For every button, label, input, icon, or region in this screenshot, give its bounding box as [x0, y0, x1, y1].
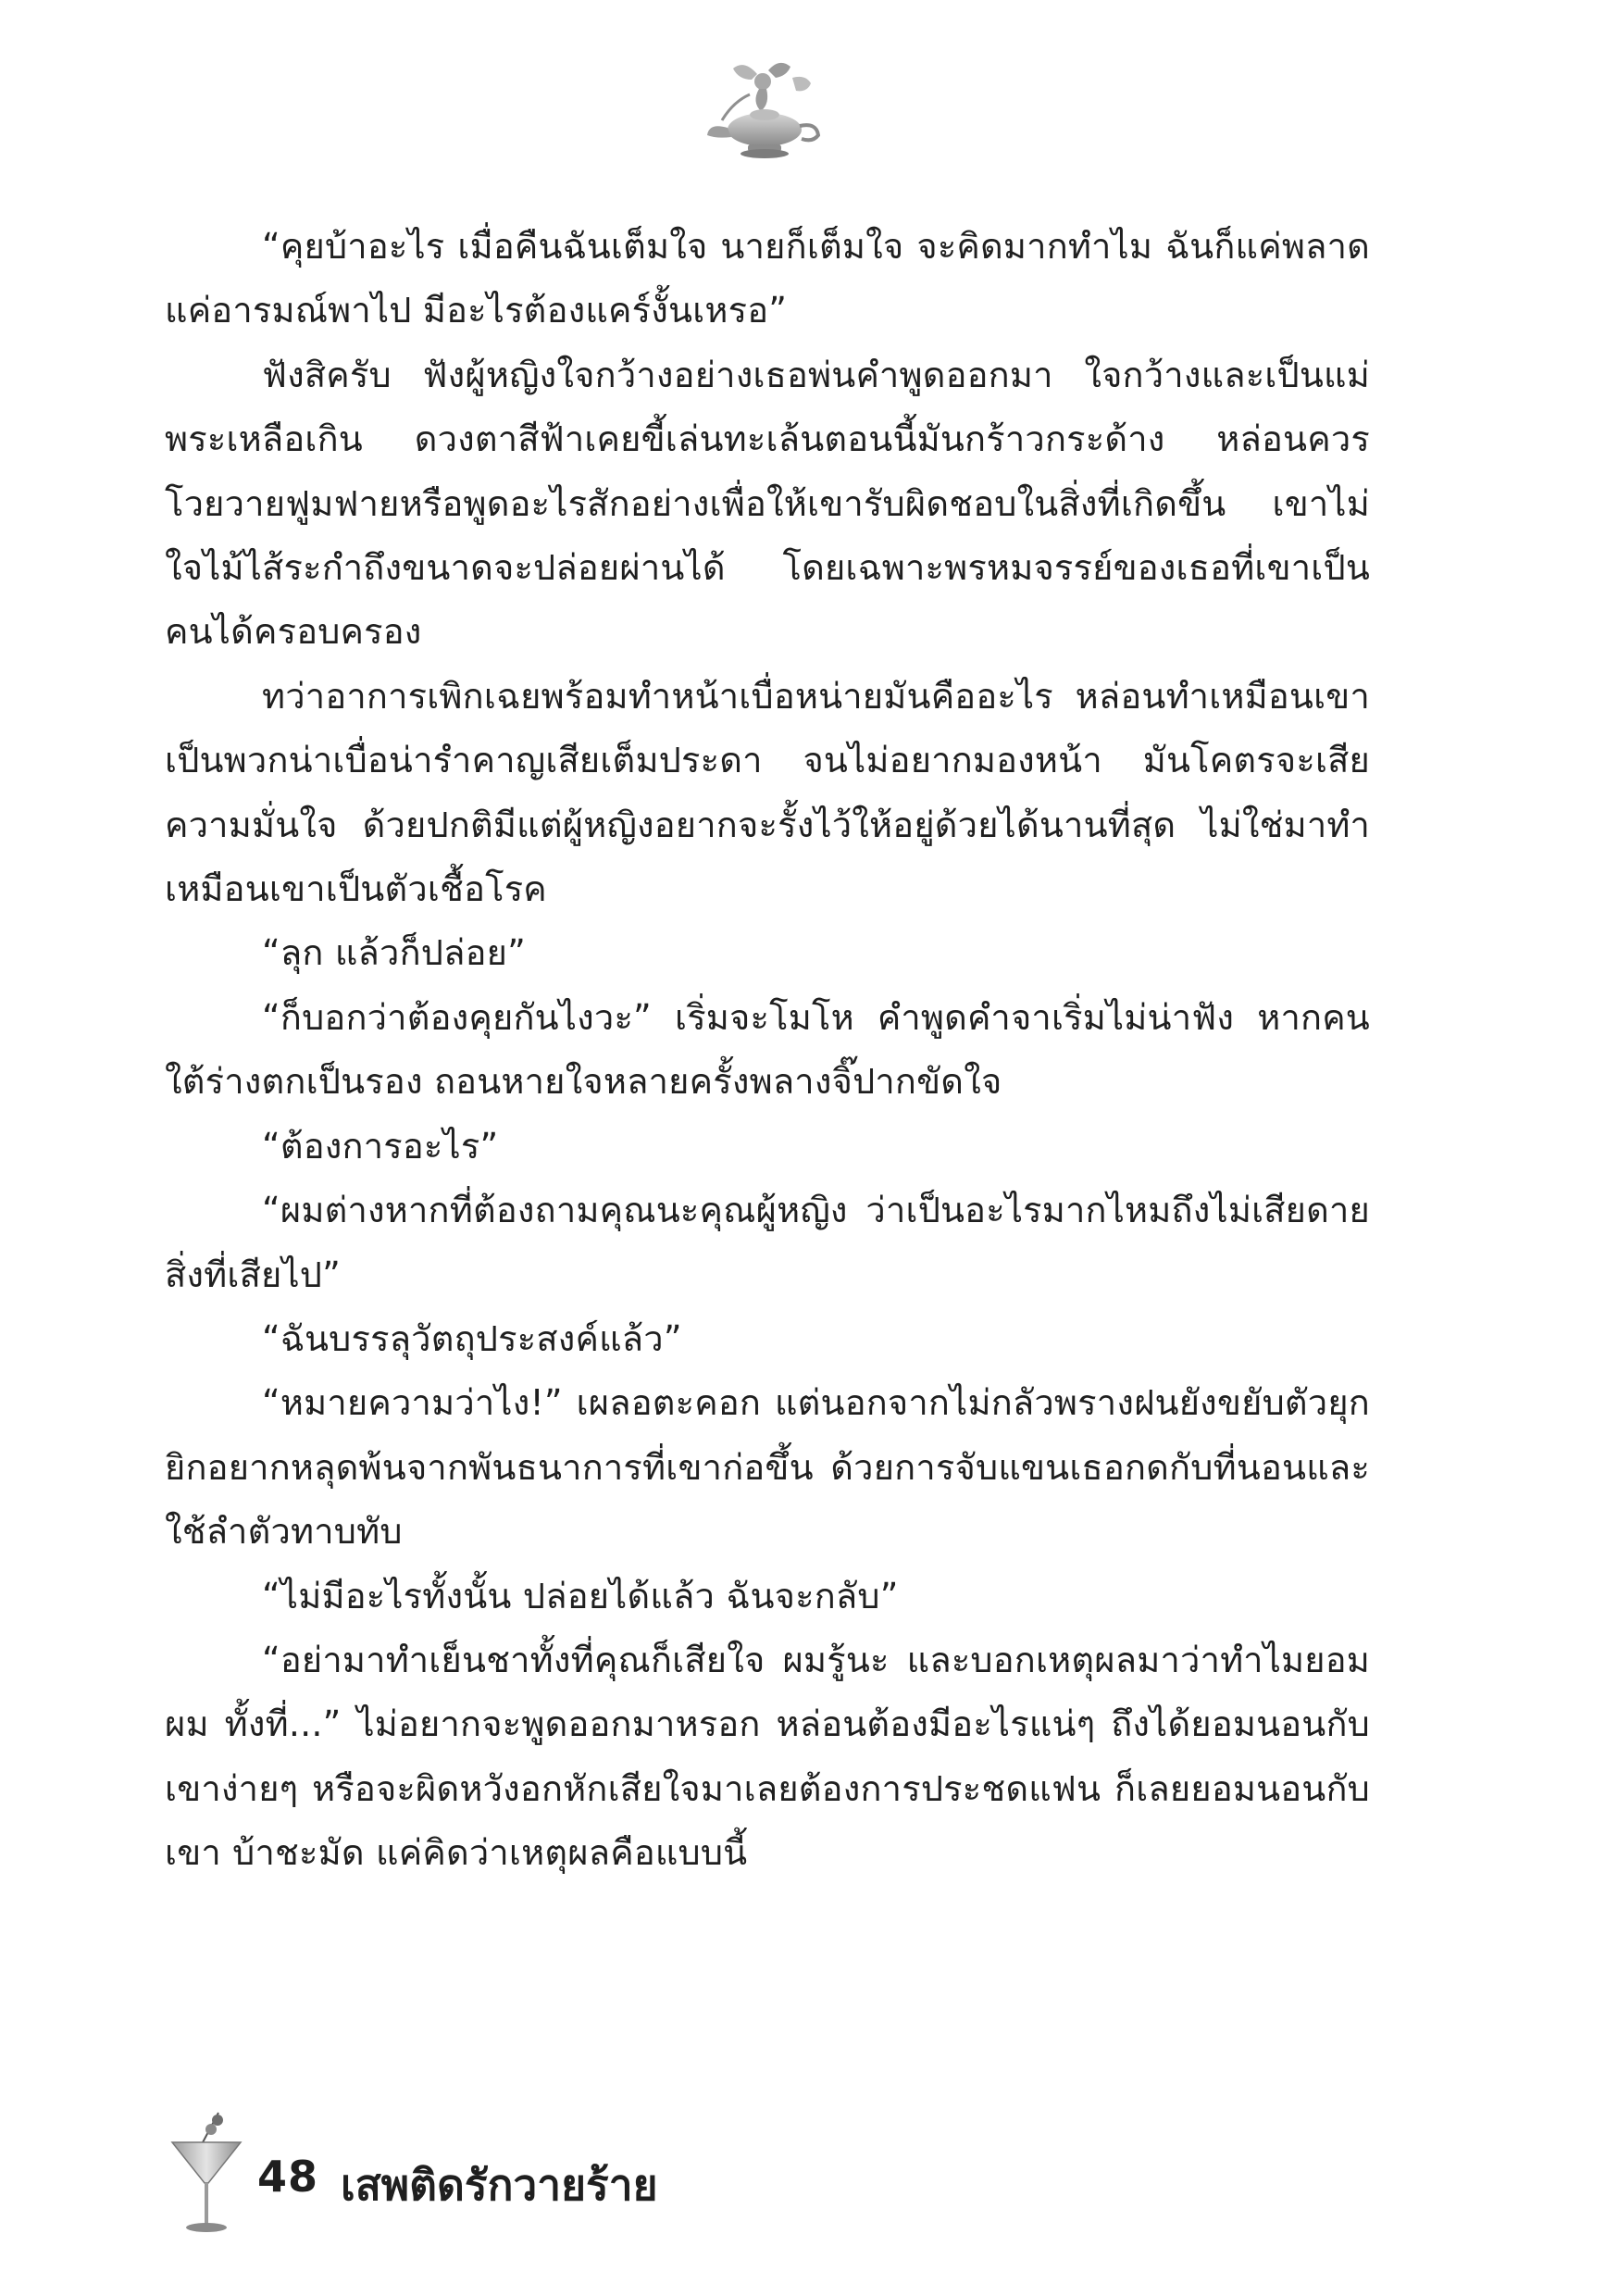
- paragraph: ทว่าอาการเพิกเฉยพร้อมทำหน้าเบื่อหน่ายมันคืออะไร หล่อนทำเหมือนเขาเป็นพวกน่าเบื่อน่ารำคาญเสียเต็มประดา จนไม่อยากมองหน้า มันโคตรจะเสียความมั่นใจ ด้วยปกติมีแต่ผู้หญิงอยากจะรั้งไว้ให้อยู่ด้วยได้นานที่สุด ไม่ใช่มาทำเหมือนเขาเป็นตัวเชื้อโรค: [165, 675, 1370, 910]
- paragraph: “อย่ามาทำเย็นชาทั้งที่คุณก็เสียใจ ผมรู้นะ และบอกเหตุผลมาว่าทำไมยอมผม ทั้งที่...” ไม่อยากจะพูดออกมาหรอก หล่อนต้องมีอะไรแน่ๆ ถึงได้ยอมนอนกับเขาง่ายๆ หรือจะผิดหวังอกหักเสียใจมาเลยต้องการประชดแฟน ก็เลยยอมนอนกับเขา บ้าชะมัด แค่คิดว่าเหตุผลคือแบบนี้: [165, 1639, 1370, 1874]
- martini-glass-icon: [165, 2103, 248, 2242]
- genie-lamp-with-cupid-icon: [703, 54, 824, 165]
- paragraph: “คุยบ้าอะไร เมื่อคืนฉันเต็มใจ นายก็เต็มใจ จะคิดมากทำไม ฉันก็แค่พลาด แค่อารมณ์พาไป มีอะไรต้องแคร์งั้นเหรอ”: [165, 226, 1370, 331]
- body-text: [165, 215, 1370, 1886]
- paragraph: “หมายความว่าไง!” เผลอตะคอก แต่นอกจากไม่กลัวพรางฝนยังขยับตัวยุกยิกอยากหลุดพ้นจากพันธนาการที่เขาก่อขึ้น ด้วยการจับแขนเธอกดกับที่นอนและใช้ลำตัวทาบทับ: [165, 1382, 1370, 1553]
- paragraph: “ผมต่างหากที่ต้องถามคุณนะคุณผู้หญิง ว่าเป็นอะไรมากไหมถึงไม่เสียดายสิ่งที่เสียไป”: [165, 1190, 1370, 1295]
- page-number: 48: [257, 2152, 319, 2202]
- paragraph: “ก็บอกว่าต้องคุยกันไงวะ” เริ่มจะโมโห คำพูดคำจาเริ่มไม่น่าฟัง หากคนใต้ร่างตกเป็นรอง ถอนหายใจหลายครั้งพลางจิ๊ปากขัดใจ: [165, 996, 1370, 1103]
- paragraph: “ลุก แล้วก็ปล่อย”: [262, 932, 526, 974]
- paragraph: “ต้องการอะไร”: [262, 1125, 499, 1167]
- paragraph: ฟังสิครับ ฟังผู้หญิงใจกว้างอย่างเธอพ่นคำพูดออกมา ใจกว้างและเป็นแม่พระเหลือเกิน ดวงตาสีฟ้าเคยขี้เล่นทะเล้นตอนนี้มันกร้าวกระด้าง หล่อนควรโวยวายฟูมฟายหรือพูดอะไรสักอย่างเพื่อให้เขารับผิดชอบในสิ่งที่เกิดขึ้น เขาไม่ใจไม้ไส้ระกำถึงขนาดจะปล่อยผ่านได้ โดยเฉพาะพรหมจรรย์ของเธอที่เขาเป็นคนได้ครอบครอง: [165, 354, 1370, 653]
- page-footer: [165, 2103, 998, 2242]
- paragraph: “ฉันบรรลุวัตถุประสงค์แล้ว”: [262, 1317, 682, 1359]
- paragraph: “ไม่มีอะไรทั้งนั้น ปล่อยได้แล้ว ฉันจะกลับ”: [262, 1575, 899, 1616]
- book-title: เสพติดรักวายร้าย: [341, 2160, 658, 2210]
